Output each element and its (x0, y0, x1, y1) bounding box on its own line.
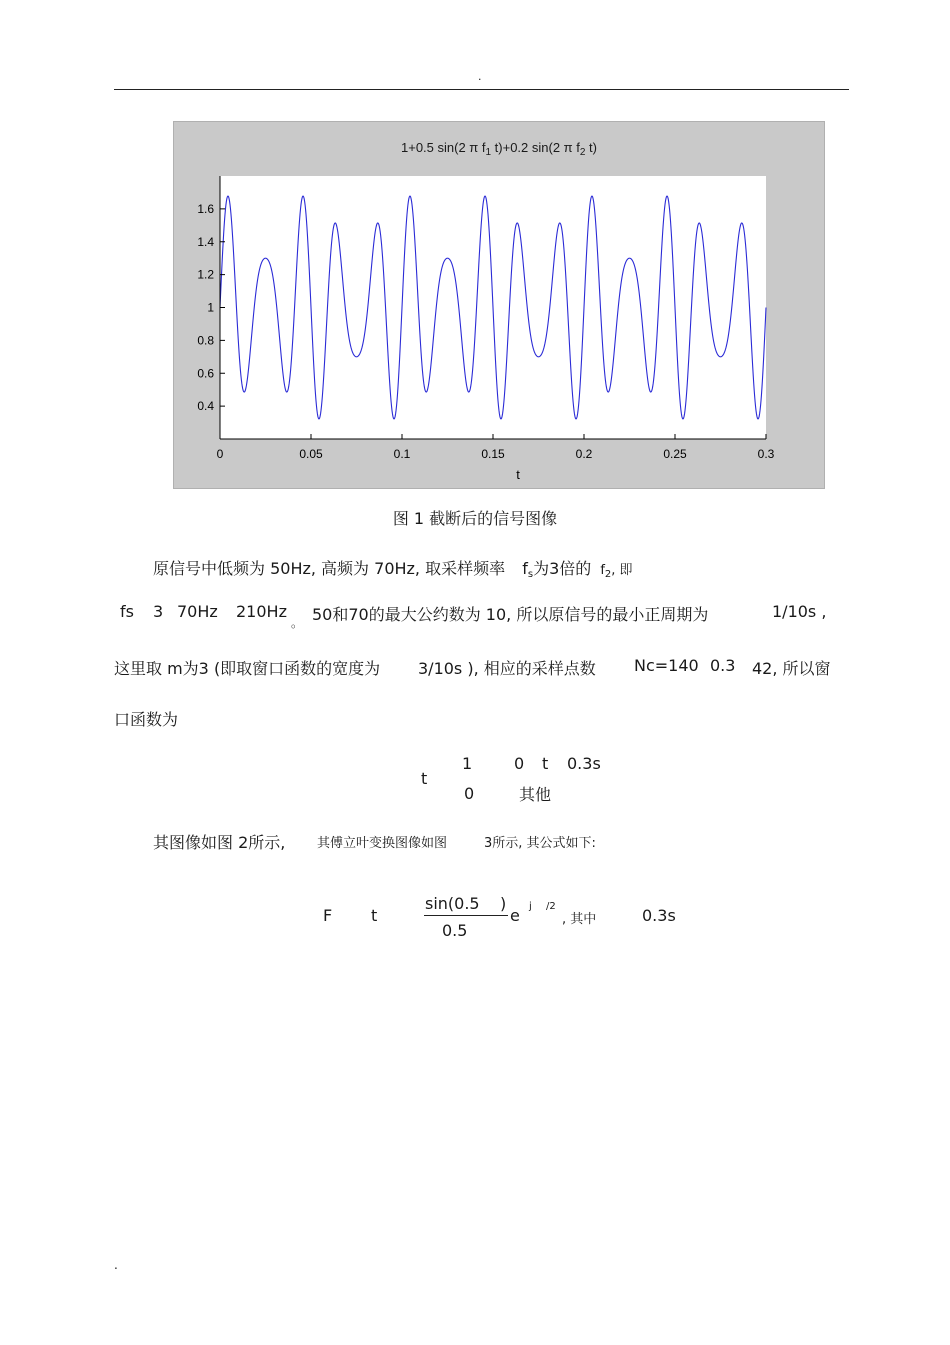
piecewise-r1-upper: 0.3s (567, 754, 601, 773)
header-dot: . (478, 70, 482, 83)
y-tick-label: 1.6 (197, 201, 214, 216)
formula-tau: 0.3s (642, 906, 676, 925)
window-width-sentence: 这里取 m为3 (即取窗口函数的宽度为 (114, 659, 381, 678)
x-axis-label: t (516, 467, 520, 482)
signal-figure (173, 121, 825, 489)
formula-t: t (371, 906, 378, 925)
piecewise-r1-var: t (542, 754, 549, 773)
y-tick-label: 0.6 (197, 366, 214, 381)
x-tick-label: 0 (216, 447, 224, 461)
signal-plot (174, 122, 824, 488)
sample-count-sentence: 3/10s ), 相应的采样点数 (418, 659, 596, 678)
footer-dot: . (114, 1258, 118, 1272)
formula-denominator: 0.5 (442, 921, 468, 940)
piecewise-r1-lower: 0 (514, 754, 525, 773)
piecewise-r2-value: 0 (464, 784, 475, 803)
y-tick-label: 1.4 (197, 234, 214, 249)
x-tick-label: 0.3 (757, 447, 775, 461)
min-period: 1/10s , (772, 602, 827, 621)
formula-where: , 其中 (562, 912, 597, 927)
x-tick-label: 0.2 (575, 447, 593, 461)
piecewise-lhs: t (421, 769, 428, 788)
figure-title: 1+0.5 sin(2 π $f_1$ t)+0.2 sin(2 π $f_2$ t) (401, 140, 597, 158)
gcd-sentence: 50和70的最大公约数为 10, 所以原信号的最小正周期为 (312, 605, 709, 624)
header-rule (114, 89, 849, 90)
fs-calc-210hz: 210Hz (236, 602, 287, 621)
x-tick-label: 0.25 (663, 447, 687, 461)
formula-numerator-close: ) (500, 894, 507, 913)
paragraph-2-b: 其傅立叶变换图像如图 (317, 836, 448, 851)
piecewise-r1-value: 1 (462, 754, 473, 773)
nc-result: 42, 所以窗 (752, 659, 831, 678)
x-tick-label: 0.05 (299, 447, 323, 461)
window-function-label: 口函数为 (114, 710, 179, 729)
fs-calc-period-mark: 。 (291, 616, 304, 630)
piecewise-r2-cond: 其他 (519, 785, 552, 804)
formula-F: F (323, 906, 333, 925)
nc-factor: 0.3 (710, 656, 736, 675)
y-tick-label: 0.8 (197, 333, 214, 348)
formula-exp-j: j (529, 901, 532, 912)
paragraph-1: 原信号中低频为 50Hz, 高频为 70Hz, 取采样频率 $f_s$为3倍的 $f_2$, 即 (153, 559, 633, 580)
figure-caption: 图 1 截断后的信号图像 (392, 509, 558, 528)
paragraph-2-a: 其图像如图 2所示, (153, 833, 286, 852)
formula-exp-half: /2 (546, 901, 556, 912)
x-tick-label: 0.15 (481, 447, 505, 461)
paragraph-2-c: 3所示, 其公式如下: (484, 836, 596, 851)
x-tick-label: 0.1 (393, 447, 411, 461)
y-tick-label: 0.4 (197, 399, 214, 414)
y-tick-label: 1.2 (197, 267, 214, 282)
nc-value: Nc=140 (634, 656, 699, 675)
fs-calc-70hz: 70Hz (177, 602, 218, 621)
fs-calc-fs: fs (120, 602, 134, 621)
y-tick-label: 1 (207, 300, 214, 315)
fs-calc-3: 3 (153, 602, 164, 621)
formula-e: e (510, 906, 520, 925)
fraction-bar (424, 915, 508, 916)
formula-numerator: sin(0.5 (425, 894, 480, 913)
